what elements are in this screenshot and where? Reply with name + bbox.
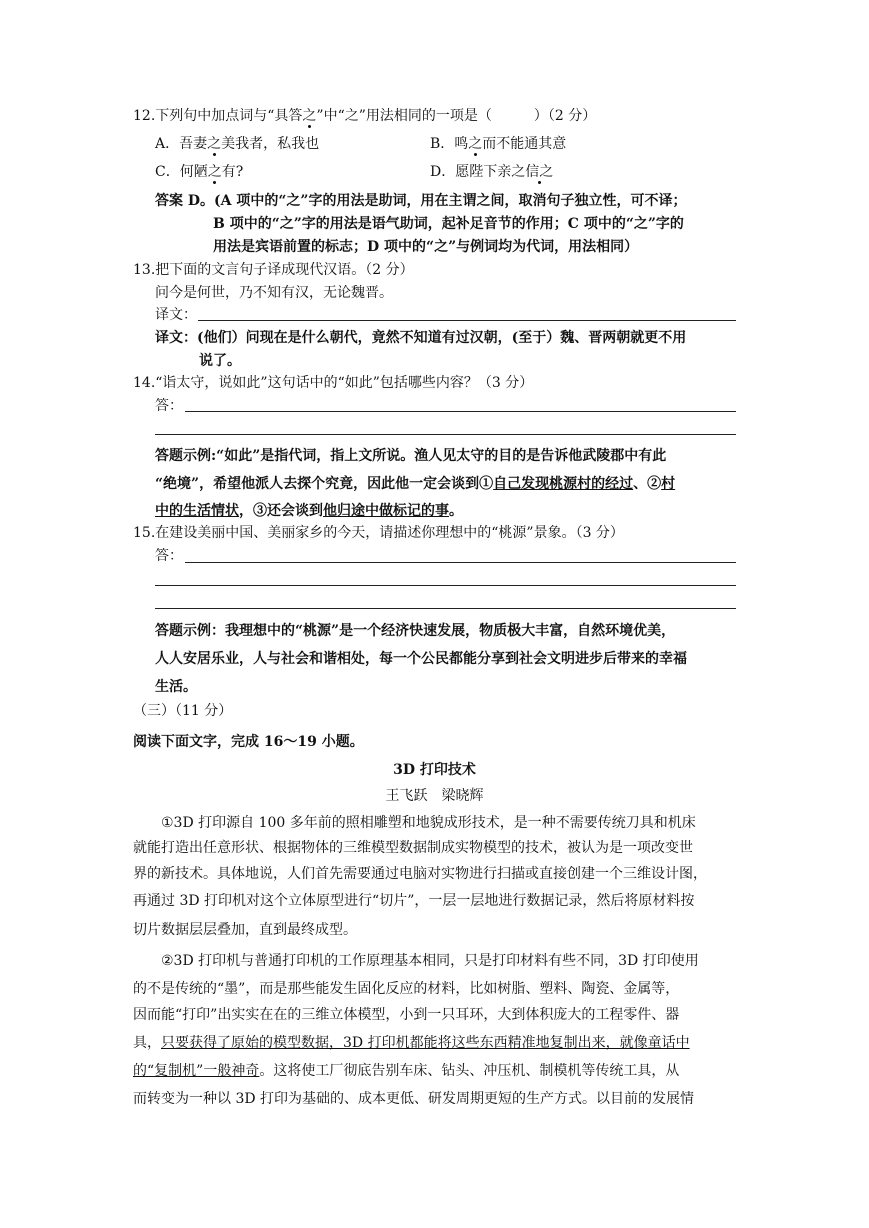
q12-option-b-text2: 而不能通其意: [482, 136, 567, 152]
q12-option-b-dotted: 之: [468, 136, 483, 152]
q14-answer-underlined-4: 他归途中做标记的事: [323, 503, 449, 519]
q13-stem: 13.把下面的文言句子译成现代汉语。（2 分）: [133, 262, 414, 278]
q14-answer-underlined-3: 中的生活情状: [155, 503, 239, 519]
passage-p2-line5: [133, 1061, 679, 1081]
q12-option-c-text1: C．何陋: [155, 164, 208, 180]
passage-p2-line6: 而转变为一种以 3D 打印为基础的、成本更低、研发周期更短的生产方式。以目前的发展情: [133, 1091, 695, 1107]
q12-option-a-text2: 美我者，私我也: [221, 136, 320, 152]
q14-answer-line3-text: ，③还会谈到: [239, 503, 323, 519]
q12-stem: [133, 106, 596, 126]
article-authors: 王飞跃 梁晓辉: [385, 788, 484, 804]
q14-answer-label: 答：: [155, 398, 183, 414]
q13-answer-line2: 说了。: [199, 353, 241, 369]
q14-answer-line2-text: “绝境”，希望他派人去探个究竟，因此他一定会谈到①: [155, 476, 494, 492]
q14-stem: 14.“诣太守，说如此”这句话中的“如此”包括哪些内容？（3 分）: [133, 375, 534, 391]
passage-p2-line4-text: 具，: [133, 1035, 161, 1051]
q12-option-a-dotted: 之: [207, 136, 222, 152]
q14-answer-line-1[interactable]: [185, 411, 736, 412]
q14-answer-underlined-1: 自己发现桃源村的经过: [493, 476, 634, 492]
q15-answer-line2: 人人安居乐业，人与社会和谐相处，每一个公民都能分享到社会文明进步后带来的幸福: [155, 651, 687, 667]
q13-answer-line[interactable]: [198, 320, 736, 321]
q14-answer-underlined-2: 村: [661, 476, 676, 492]
q15-answer-line-1[interactable]: [185, 562, 736, 563]
q12-option-c: [155, 162, 243, 182]
q12-option-d-text-mid: 之: [511, 164, 526, 180]
q12-option-c-dotted: 之: [207, 164, 222, 180]
passage-underlined-sentence-part1: 只要获得了原始的模型数据，3D 打印机都能将这些东西精准地复制出来，就像童话中: [161, 1035, 690, 1051]
passage-p1-line4: 再通过 3D 打印机对这个立体原型进行“切片”，一层一层地进行数据记录，然后将原材料按: [133, 893, 695, 909]
q13-answer-line1: 译文：(他们）问现在是什么朝代，竟然不知道有过汉朝，(至于）魏、晋两朝就更不用: [155, 330, 687, 346]
q12-option-b: [430, 134, 566, 154]
section3-heading: （三）（11 分）: [133, 703, 233, 719]
passage-p2-line3: 因而能“打印”出实实在在的三维立体模型，小到一只耳环，大到体积庞大的工程零件、器: [133, 1007, 680, 1023]
passage-p2-line2: 的不是传统的“墨”，而是那些能发生固化反应的材料，比如树脂、塑料、陶瓷、金属等，: [133, 981, 680, 997]
q14-answer-line2: [155, 474, 675, 494]
q15-answer-line1: 答题示例：我理想中的“桃源”是一个经济快速发展，物质极大丰富，自然环境优美，: [155, 623, 676, 639]
passage-p2-line5-text: 。这将使工厂彻底告别车床、钻头、冲压机、制模机等传统工具，从: [259, 1063, 680, 1079]
q14-answer-line1: 答题示例:“如此”是指代词，指上文所说。渔人见太守的目的是告诉他武陵郡中有此: [155, 448, 667, 464]
passage-underlined-sentence-part2: 的“复制机”一般神奇: [133, 1063, 260, 1079]
q15-answer-line3: 生活。: [155, 679, 197, 695]
q15-answer-label: 答：: [155, 548, 183, 564]
q12-option-c-text2: 有?: [221, 164, 244, 180]
q15-answer-line-3[interactable]: [155, 608, 736, 609]
passage-p1-line3: 界的新技术。具体地说，人们首先需要通过电脑对实物进行扫描或直接创建一个三维设计图，: [133, 866, 707, 882]
q14-answer-line2-text2: 、②: [633, 476, 662, 492]
q12-option-b-text1: B．鸣: [430, 136, 469, 152]
q12-option-a: [155, 134, 319, 154]
q12-option-d: [430, 162, 553, 182]
passage-p2-line4: [133, 1033, 690, 1053]
q12-option-d-text1: D．愿陛下亲: [430, 164, 512, 180]
q14-answer-line-2[interactable]: [155, 434, 736, 435]
passage-p2-line1: ②3D 打印机与普通打印机的工作原理基本相同，只是打印材料有些不同，3D 打印使用: [161, 953, 699, 969]
q15-stem: 15.在建设美丽中国、美丽家乡的今天，请描述你理想中的“桃源”景象。（3 分）: [133, 525, 624, 541]
section3-instruction: 阅读下面文字，完成 16～19 小题。: [133, 734, 364, 750]
q14-answer-line3: [155, 501, 463, 521]
q12-answer-line3: 用法是宾语前置的标志；D 项中的“之”与例词均为代词，用法相同）: [213, 239, 639, 255]
q15-answer-line-2[interactable]: [155, 585, 736, 586]
q12-answer-line1: 答案 D。(A 项中的“之”字的用法是助词，用在主谓之间，取消句子独立性，可不译；: [155, 193, 687, 209]
passage-p1-line1: ①3D 打印源自 100 多年前的照相雕塑和地貌成形技术，是一种不需要传统刀具和机床: [161, 815, 696, 831]
q12-stem-part2: ”中“之”用法相同的一项是（ ）（2 分）: [316, 108, 597, 124]
article-title: 3D 打印技术: [393, 762, 476, 778]
passage-p1-line5: 切片数据层层叠加，直到最终成型。: [133, 922, 357, 938]
q12-answer-line2: B 项中的“之”字的用法是语气助词，起补足音节的作用；C 项中的“之”字的: [213, 216, 684, 232]
q12-stem-dotted-word: 之: [302, 108, 317, 124]
q12-option-d-dotted: 信之: [525, 164, 554, 180]
q13-sentence: 问今是何世，乃不知有汉，无论魏晋。: [155, 285, 393, 301]
q14-answer-line3-end: 。: [449, 503, 463, 519]
q12-stem-part1: 12.下列句中加点词与“具答: [133, 108, 303, 124]
passage-p1-line2: 就能打造出任意形状、根据物体的三维模型数据制成实物模型的技术，被认为是一项改变世: [133, 840, 693, 856]
q12-option-a-text1: A．吾妻: [155, 136, 208, 152]
q13-answer-label: 译文：: [155, 307, 197, 323]
